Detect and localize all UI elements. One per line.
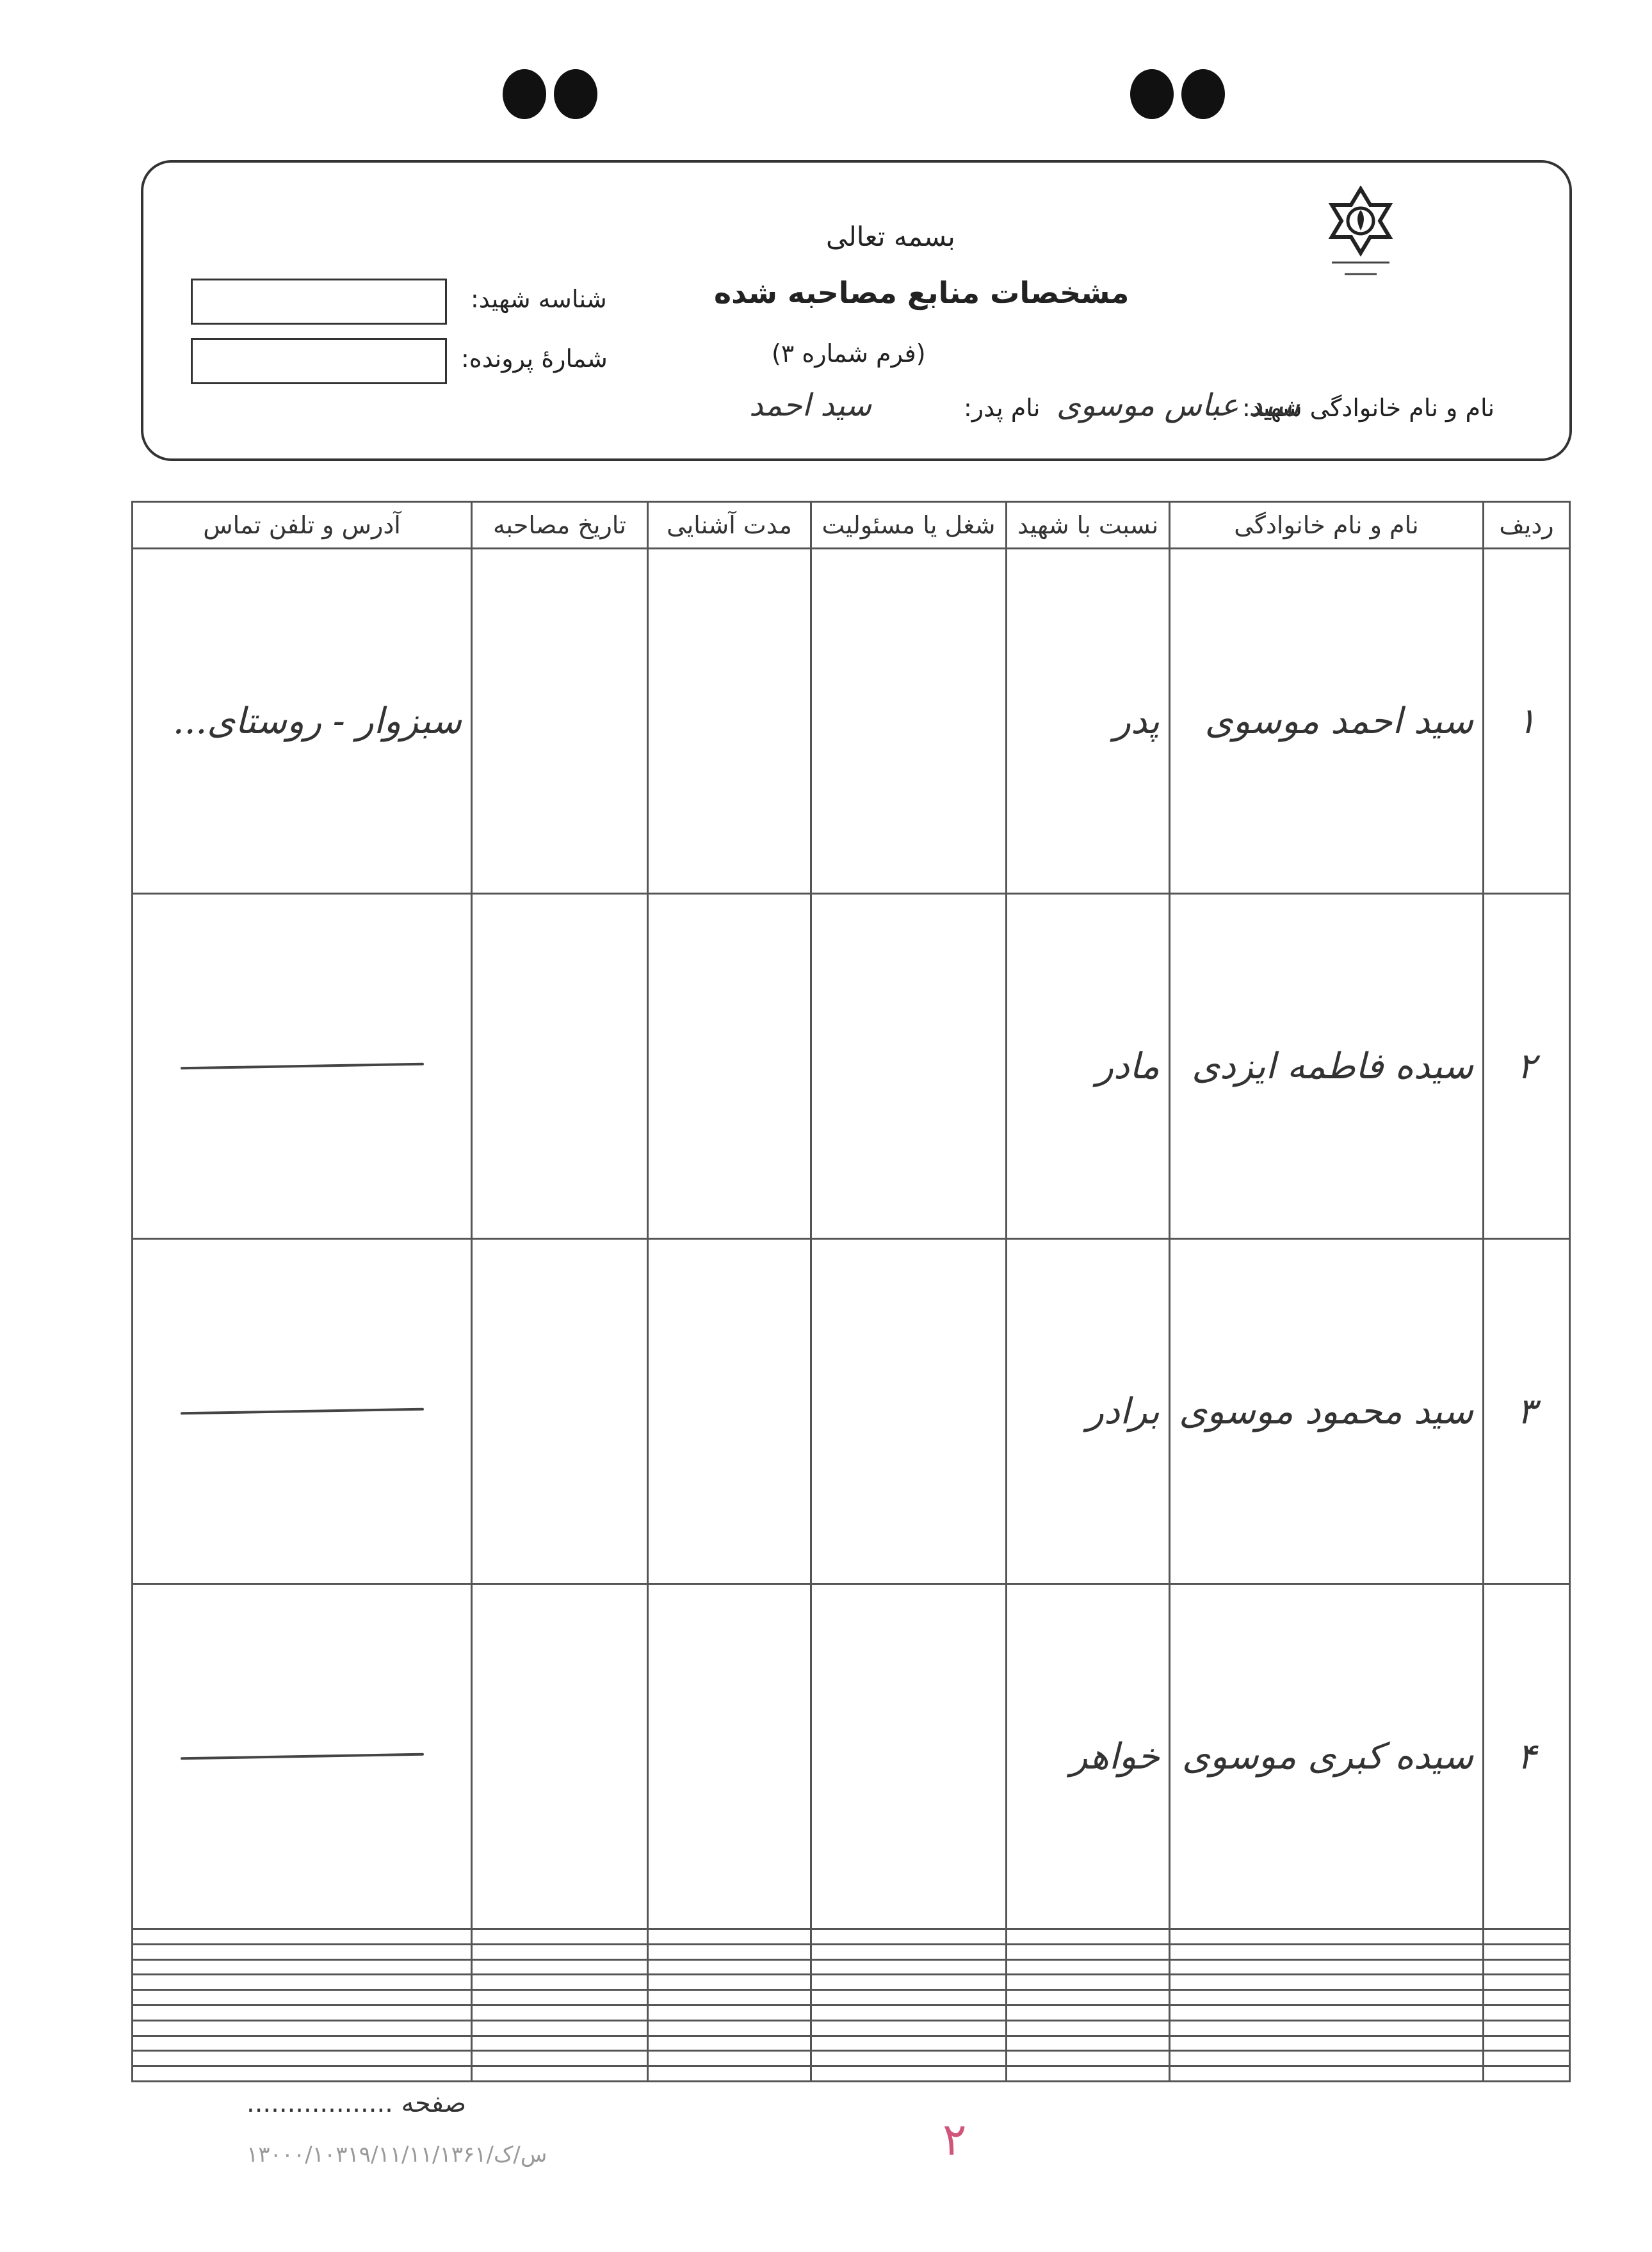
empty-cell[interactable] [1484,2020,1570,2036]
empty-cell[interactable] [1170,1959,1484,1975]
empty-cell[interactable] [1007,2051,1170,2066]
empty-cell[interactable] [133,2020,472,2036]
row-acquaintance [648,549,811,894]
empty-cell[interactable] [1007,1990,1170,2005]
empty-cell[interactable] [1484,2005,1570,2021]
empty-cell[interactable] [133,2051,472,2066]
empty-cell[interactable] [648,1990,811,2005]
empty-cell[interactable] [1484,1990,1570,2005]
binder-hole [1181,69,1225,119]
empty-cell[interactable] [472,2020,648,2036]
form-title: مشخصات منابع مصاحبه شده [714,275,1130,310]
empty-cell[interactable] [811,2066,1007,2082]
table-row [133,1944,1570,1959]
empty-cell[interactable] [648,2051,811,2066]
empty-cell[interactable] [133,1929,472,1945]
empty-cell[interactable] [133,1975,472,1990]
empty-cell[interactable] [472,1959,648,1975]
empty-cell[interactable] [1007,2005,1170,2021]
empty-cell[interactable] [811,1990,1007,2005]
row-relation: مادر [1007,894,1170,1239]
column-header: آدرس و تلفن تماس [133,502,472,549]
empty-cell[interactable] [472,1944,648,1959]
table-row [133,2066,1570,2082]
row-job [811,1584,1007,1929]
empty-cell[interactable] [1007,1929,1170,1945]
dash-mark [180,1063,423,1070]
table-row [133,1239,1570,1584]
empty-cell[interactable] [1170,2036,1484,2051]
empty-cell[interactable] [133,2005,472,2021]
empty-cell[interactable] [472,2066,648,2082]
empty-cell[interactable] [1007,2036,1170,2051]
empty-cell[interactable] [648,2005,811,2021]
row-relation: پدر [1007,549,1170,894]
page-number: ۲ [943,2113,967,2166]
empty-cell[interactable] [648,1944,811,1959]
empty-cell[interactable] [472,1975,648,1990]
empty-cell[interactable] [1170,2051,1484,2066]
empty-cell[interactable] [133,2036,472,2051]
binder-hole [1130,69,1174,119]
empty-cell[interactable] [1170,1944,1484,1959]
table-row [133,1929,1570,1945]
empty-cell[interactable] [1170,2005,1484,2021]
empty-cell[interactable] [648,2066,811,2082]
table-row [133,549,1570,894]
empty-cell[interactable] [1484,2066,1570,2082]
empty-cell[interactable] [1170,1929,1484,1945]
empty-cell[interactable] [472,2036,648,2051]
martyr-name-value: سید عباس موسوی [1057,387,1300,423]
row-index: ۲ [1484,894,1570,1239]
row-address [133,894,472,1239]
row-name: سید احمد موسوی [1170,549,1484,894]
dash-mark [180,1408,423,1415]
empty-cell[interactable] [811,2005,1007,2021]
row-date [472,1584,648,1929]
table-row [133,1959,1570,1975]
row-acquaintance [648,1239,811,1584]
empty-cell[interactable] [1007,1975,1170,1990]
page-label: صفحه .................. [247,2089,467,2118]
row-index: ۱ [1484,549,1570,894]
empty-cell[interactable] [811,1944,1007,1959]
table-header-row [133,502,1570,549]
empty-cell[interactable] [1484,1929,1570,1945]
table-row [133,894,1570,1239]
table-row [133,2051,1570,2066]
file-number-field[interactable] [191,338,447,384]
empty-cell[interactable] [1170,1990,1484,2005]
empty-cell[interactable] [1007,2020,1170,2036]
row-date [472,1239,648,1584]
empty-cell[interactable] [811,1975,1007,1990]
empty-cell[interactable] [133,2066,472,2082]
binder-hole [554,69,597,119]
table-row [133,2005,1570,2021]
document-code: ۱۳۰۰۰/۱۰۳۱۹/س/ک/۱۱/۱۱/۱۳۶۱ [247,2142,547,2167]
empty-cell[interactable] [648,2036,811,2051]
row-acquaintance [648,894,811,1239]
empty-cell[interactable] [1007,1944,1170,1959]
martyr-id-label: شناسه شهید: [471,285,607,313]
row-date [472,549,648,894]
table-row [133,1584,1570,1929]
empty-cell[interactable] [811,2020,1007,2036]
row-job [811,549,1007,894]
row-acquaintance [648,1584,811,1929]
bismillah: بسمه تعالی [826,221,955,252]
column-header: مدت آشنایی [648,502,811,549]
empty-cell[interactable] [1484,1975,1570,1990]
row-relation: خواهر [1007,1584,1170,1929]
empty-cell[interactable] [133,1990,472,2005]
form-number: (فرم شماره ۳) [772,339,926,368]
empty-cell[interactable] [1484,2051,1570,2066]
row-index: ۳ [1484,1239,1570,1584]
father-name-value: سید احمد [749,387,872,423]
empty-cell[interactable] [811,1959,1007,1975]
empty-cell[interactable] [811,2051,1007,2066]
table-row [133,2020,1570,2036]
empty-cell[interactable] [648,2020,811,2036]
row-name: سیده کبری موسوی [1170,1584,1484,1929]
empty-cell[interactable] [1170,1975,1484,1990]
row-date [472,894,648,1239]
empty-cell[interactable] [472,2005,648,2021]
empty-cell[interactable] [1484,1959,1570,1975]
interview-sources-table [131,501,1571,2082]
empty-cell[interactable] [811,1929,1007,1945]
empty-cell[interactable] [648,1959,811,1975]
martyr-id-field[interactable] [191,279,447,325]
table-row [133,1975,1570,1990]
martyr-name-label: نام و نام خانوادگی شهید: [1242,394,1495,422]
row-relation: برادر [1007,1239,1170,1584]
table-row [133,1990,1570,2005]
empty-cell[interactable] [1007,2066,1170,2082]
column-header: شغل یا مسئولیت [811,502,1007,549]
empty-cell[interactable] [811,2036,1007,2051]
empty-cell[interactable] [133,1959,472,1975]
father-name-label: نام پدر: [964,394,1041,422]
column-header: نسبت با شهید [1007,502,1170,549]
table-row [133,2036,1570,2051]
empty-cell[interactable] [1170,2066,1484,2082]
empty-cell[interactable] [1007,1959,1170,1975]
empty-cell[interactable] [472,2051,648,2066]
empty-cell[interactable] [648,1975,811,1990]
empty-cell[interactable] [472,1990,648,2005]
row-job [811,894,1007,1239]
row-name: سید محمود موسوی [1170,1239,1484,1584]
dash-mark [180,1753,423,1760]
empty-cell[interactable] [648,1929,811,1945]
empty-cell[interactable] [1170,2020,1484,2036]
row-address [133,1239,472,1584]
empty-cell[interactable] [1484,1944,1570,1959]
column-header: نام و نام خانوادگی [1170,502,1484,549]
row-address [133,1584,472,1929]
empty-cell[interactable] [472,1929,648,1945]
row-job [811,1239,1007,1584]
row-address: سبزوار - روستای... [133,549,472,894]
column-header: ردیف [1484,502,1570,549]
row-name: سیده فاطمه ایزدی [1170,894,1484,1239]
column-header: تاریخ مصاحبه [472,502,648,549]
row-index: ۴ [1484,1584,1570,1929]
file-number-label: شمارهٔ پرونده: [461,344,608,373]
empty-cell[interactable] [1484,2036,1570,2051]
binder-hole [503,69,546,119]
empty-cell[interactable] [133,1944,472,1959]
foundation-logo-icon [1325,186,1396,282]
